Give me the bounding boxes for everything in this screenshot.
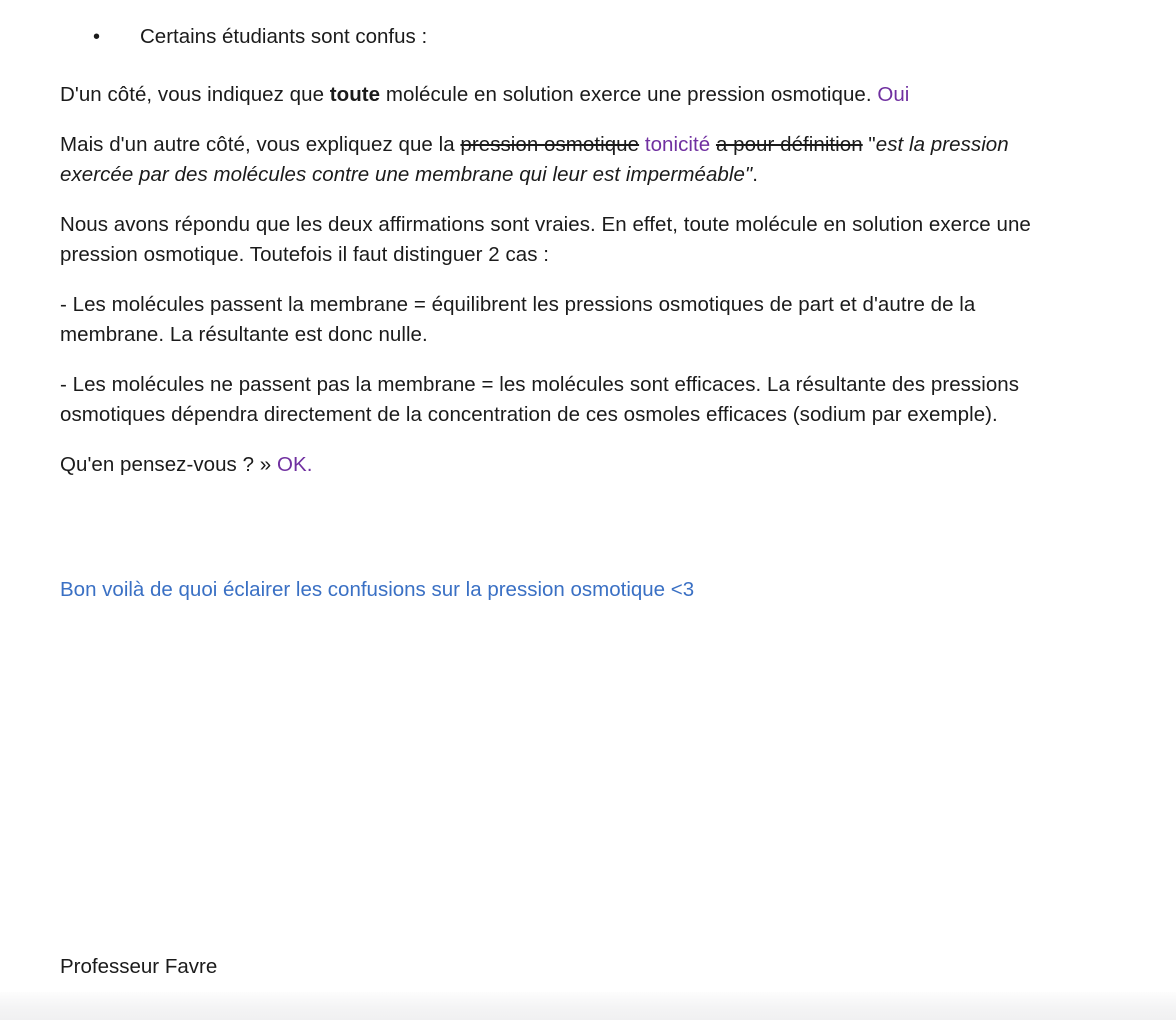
paragraph-nous-avons-repondu: [60, 210, 1080, 270]
paragraph-mais-dun-autre-cote: [60, 130, 1080, 190]
bullet-icon: •: [93, 26, 101, 48]
text-run: D'un côté, vous indiquez que: [60, 83, 330, 106]
text-run-deletion: pression osmotique: [460, 133, 640, 156]
text-run-insertion: Oui: [877, 83, 910, 106]
paragraph-quen-pensez-vous: [60, 450, 1080, 480]
text-run: Nous avons répondu que les deux affirmations sont vraies. En effet, toute molécule en solution exerce une pression osmotique. Toutefois il faut distinguer 2 cas :: [60, 213, 1031, 266]
text-run-italic-quote: est la pression exercée par des molécules contre une membrane qui leur est imperméable": [60, 133, 1009, 186]
paragraph-cas-1: [60, 290, 1080, 350]
text-run-deletion: a pour définition: [715, 133, 863, 156]
list-item: [60, 22, 1080, 52]
paragraph-un-cote: [60, 80, 1080, 110]
list-item-label: Certains étudiants sont confus :: [140, 25, 428, 48]
text-run: - Les molécules passent la membrane = équilibrent les pressions osmotiques de part et d'autre de la membrane. La résultante est donc nulle.: [60, 293, 976, 346]
text-run: ": [862, 133, 876, 156]
text-run: .: [752, 163, 758, 186]
text-run: molécule en solution exerce une pression osmotique.: [380, 83, 878, 106]
text-run-insertion: OK.: [276, 453, 313, 476]
text-run-bold: toute: [329, 83, 381, 106]
text-run: Mais d'un autre côté, vous expliquez que la: [60, 133, 461, 156]
paragraph-cas-2: [60, 370, 1080, 430]
text-run: - Les molécules ne passent pas la membrane = les molécules sont efficaces. La résultante des pressions osmotiques dépendra directement de la concentration de ces osmoles efficaces (sodium par exemple).: [60, 373, 1020, 426]
closing-note: Bon voilà de quoi éclairer les confusions sur la pression osmotique <3: [60, 578, 695, 601]
text-run-insertion: tonicité: [644, 133, 711, 156]
text-run: Qu'en pensez-vous ? »: [60, 453, 277, 476]
page-bottom-edge: [0, 992, 1176, 1020]
signature: Professeur Favre: [60, 955, 218, 978]
document-body: [60, 22, 1080, 500]
